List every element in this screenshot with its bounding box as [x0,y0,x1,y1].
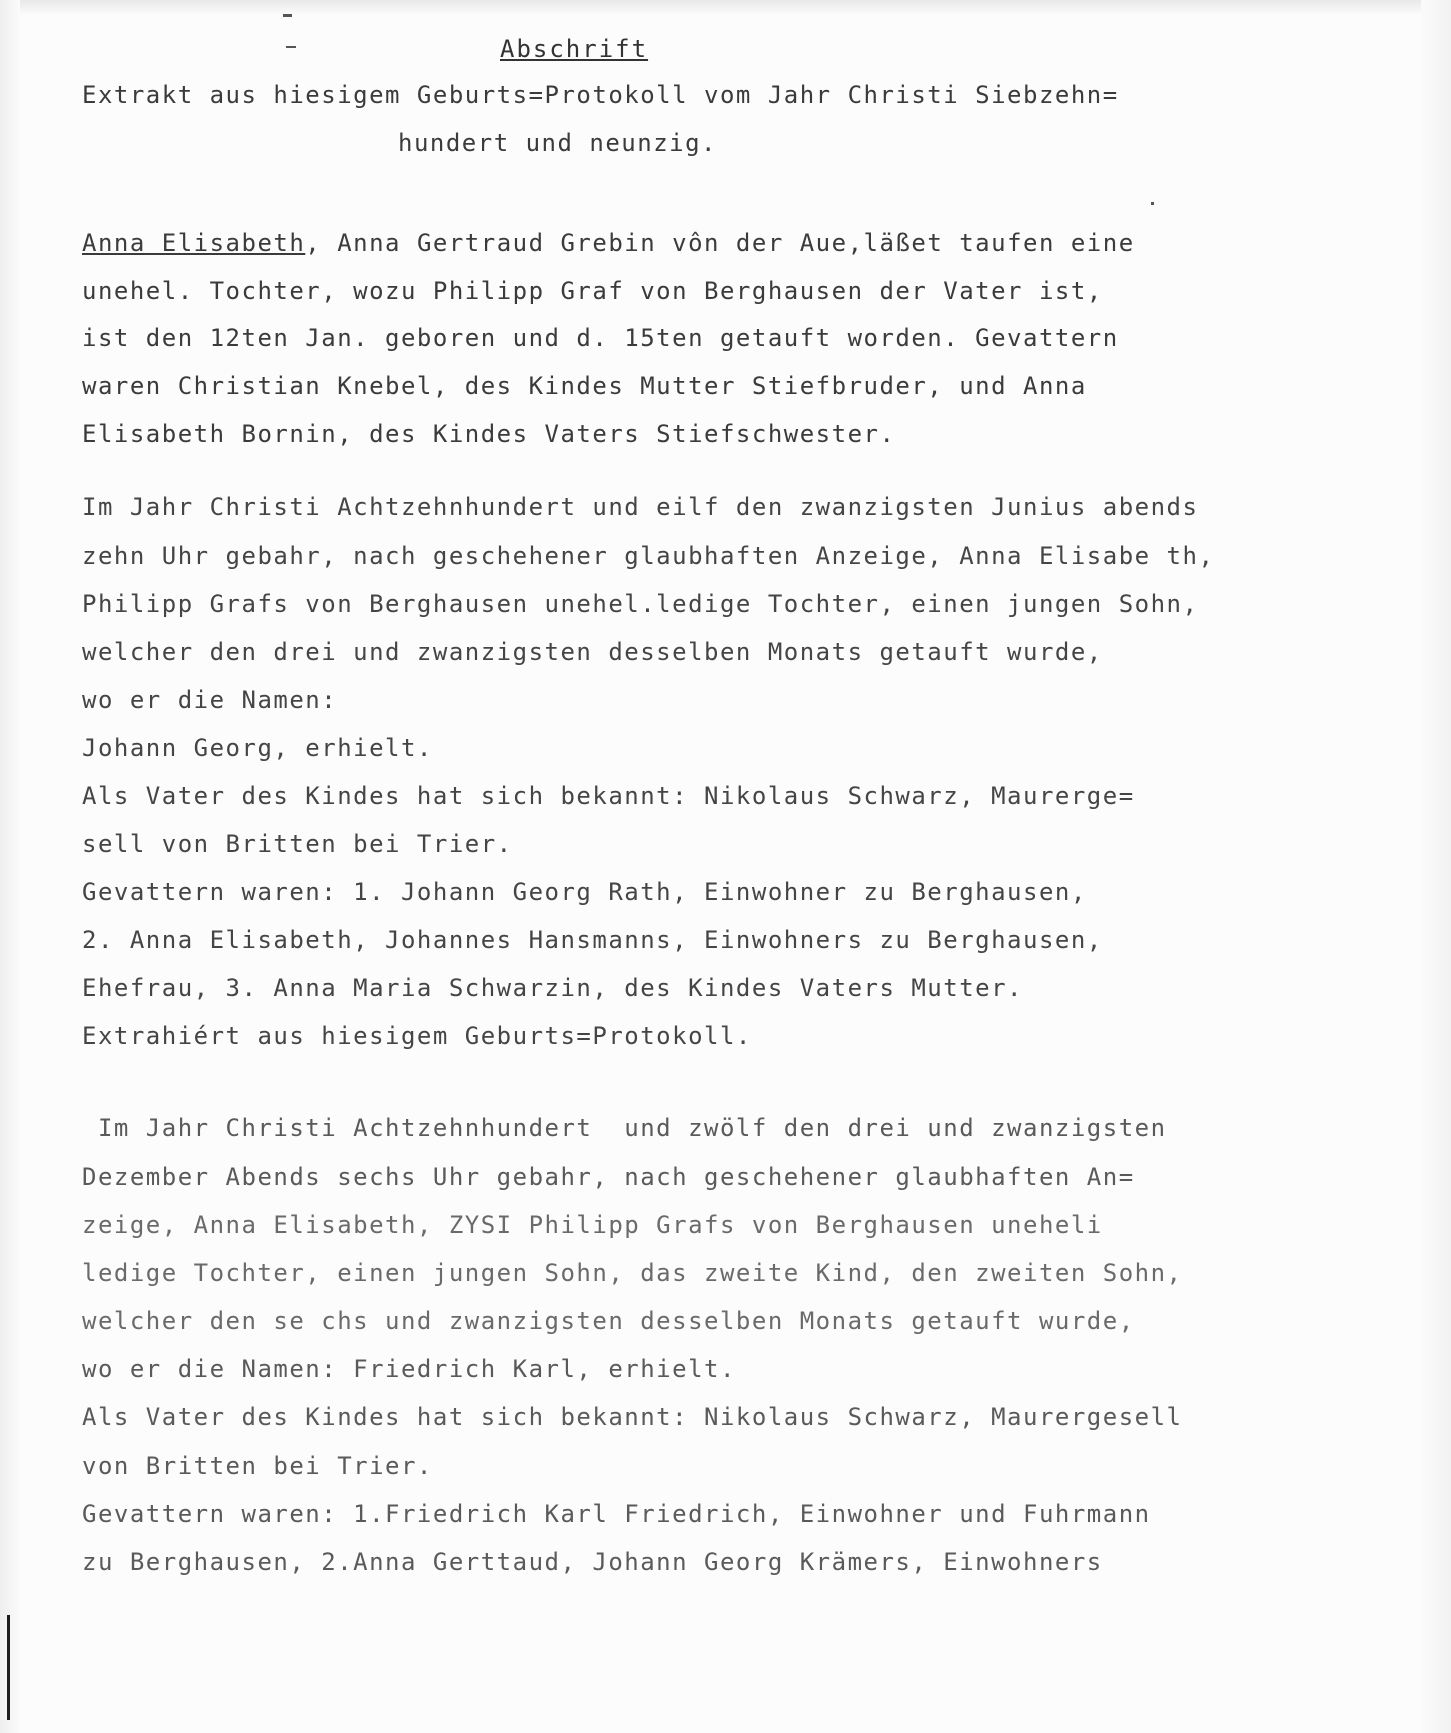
entry1-line-rest: , Anna Gertraud Grebin vôn der Aue,läßet taufen eine [305,229,1135,257]
entry3-line: Im Jahr Christi Achtzehnhundert und zwölf den drei und zwanzigsten [82,1114,1167,1142]
entry2-line: wo er die Namen: [82,686,338,714]
entry1-name: Anna Elisabeth [82,229,306,257]
scan-speck [1151,202,1154,205]
entry3-line: Als Vater des Kindes hat sich bekannt: Nikolaus Schwarz, Maurergesell [82,1403,1183,1431]
entry2-line: Als Vater des Kindes hat sich bekannt: Nikolaus Schwarz, Maurerge= [82,782,1135,810]
scan-speck [286,46,296,48]
scan-edge-mark [7,1615,10,1720]
entry3-line: von Britten bei Trier. [82,1452,433,1480]
entry3-line: zeige, Anna Elisabeth, ZYSI Philipp Grafs von Berghausen uneheli [82,1211,1103,1239]
document-title: Abschrift [500,35,649,63]
entry1-line: ist den 12ten Jan. geboren und d. 15ten getauft worden. Gevattern [82,324,1119,352]
header-line: hundert und neunzig. [398,129,717,157]
entry1-line [82,228,1135,258]
entry1-line: Elisabeth Bornin, des Kindes Vaters Stiefschwester. [82,420,896,448]
entry3-line: wo er die Namen: Friedrich Karl, erhielt. [82,1355,736,1383]
entry2-line: sell von Britten bei Trier. [82,830,513,858]
scan-speck [283,14,292,17]
entry2-line: Ehefrau, 3. Anna Maria Schwarzin, des Kindes Vaters Mutter. [82,974,1024,1002]
header-line: Extrakt aus hiesigem Geburts=Protokoll vom Jahr Christi Siebzehn= [82,81,1119,109]
entry3-line: welcher den se chs und zwanzigsten desselben Monats getauft wurde, [82,1307,1135,1335]
entry2-line: Im Jahr Christi Achtzehnhundert und eilf den zwanzigsten Junius abends [82,493,1199,521]
entry2-line: zehn Uhr gebahr, nach geschehener glaubhaften Anzeige, Anna Elisabe th, [82,542,1215,570]
entry2-line: 2. Anna Elisabeth, Johannes Hansmanns, Einwohners zu Berghausen, [82,926,1103,954]
entry2-line: Gevattern waren: 1. Johann Georg Rath, Einwohner zu Berghausen, [82,878,1087,906]
page-edge-top [0,0,1451,14]
page-edge-left [0,0,20,1733]
entry2-line: Philipp Grafs von Berghausen unehel.ledige Tochter, einen jungen Sohn, [82,590,1199,618]
page-edge-right [1421,0,1451,1733]
entry2-line: Extrahiért aus hiesigem Geburts=Protokoll. [82,1022,752,1050]
entry3-line: zu Berghausen, 2.Anna Gerttaud, Johann Georg Krämers, Einwohners [82,1548,1103,1576]
entry1-line: waren Christian Knebel, des Kindes Mutter Stiefbruder, und Anna [82,372,1087,400]
entry2-line: Johann Georg, erhielt. [82,734,433,762]
entry2-line: welcher den drei und zwanzigsten desselben Monats getauft wurde, [82,638,1103,666]
entry3-line: Gevattern waren: 1.Friedrich Karl Friedrich, Einwohner und Fuhrmann [82,1500,1151,1528]
entry3-line: Dezember Abends sechs Uhr gebahr, nach geschehener glaubhaften An= [82,1163,1135,1191]
entry1-line: unehel. Tochter, wozu Philipp Graf von Berghausen der Vater ist, [82,277,1103,305]
entry3-line: ledige Tochter, einen jungen Sohn, das zweite Kind, den zweiten Sohn, [82,1259,1183,1287]
